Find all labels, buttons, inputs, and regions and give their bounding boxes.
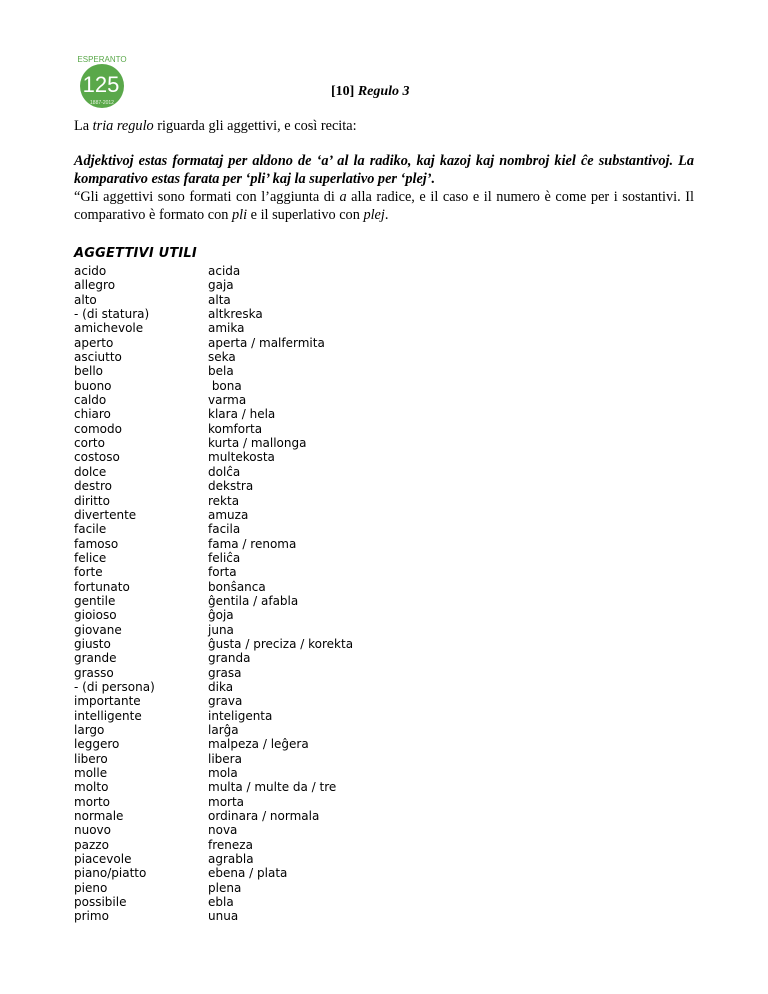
vocab-esperanto: freneza <box>208 837 253 852</box>
vocab-italian: molto <box>74 780 109 795</box>
vocab-esperanto: seka <box>208 350 236 365</box>
vocab-italian: pazzo <box>74 837 109 852</box>
vocab-esperanto: bona <box>208 378 242 393</box>
logo-word: ESPERANTO <box>77 55 127 64</box>
vocab-italian: corto <box>74 436 105 451</box>
vocab-italian: fortunato <box>74 579 130 594</box>
vocab-italian: aperto <box>74 335 114 350</box>
vocab-esperanto: inteligenta <box>208 708 273 723</box>
vocab-italian: normale <box>74 809 124 824</box>
vocab-italian: destro <box>74 479 112 494</box>
logo-number: 125 <box>82 72 120 97</box>
vocab-esperanto: amika <box>208 321 245 336</box>
rule-italian-plej: plej <box>363 207 385 223</box>
vocab-esperanto: grasa <box>208 665 242 680</box>
vocab-esperanto: kurta / mallonga <box>208 436 307 451</box>
vocab-italian: chiaro <box>74 407 111 422</box>
vocab-italian: giusto <box>74 636 111 651</box>
vocab-italian: grande <box>74 651 117 666</box>
rule-italian-part-4: . <box>384 207 389 223</box>
vocab-italian: dolce <box>74 464 107 479</box>
vocab-italian: intelligente <box>74 708 142 723</box>
vocab-italian: molle <box>74 766 108 781</box>
vocab-italian: comodo <box>74 421 122 436</box>
vocab-esperanto: feliĉa <box>208 550 241 565</box>
vocab-italian: morto <box>74 794 111 809</box>
vocab-esperanto: ĝentila / afabla <box>208 593 299 608</box>
vocab-esperanto: klara / hela <box>208 407 276 422</box>
vocab-italian: largo <box>74 723 105 737</box>
rule-italian-part-1: “Gli aggettivi sono formati con l’aggiunta di <box>74 189 340 205</box>
vocab-esperanto: rekta <box>208 493 240 508</box>
vocab-esperanto: forta <box>208 565 237 580</box>
vocab-italian: pieno <box>74 880 108 895</box>
vocab-italian: felice <box>74 550 107 565</box>
vocab-italian: costoso <box>74 450 120 465</box>
page-heading <box>331 84 410 100</box>
vocab-esperanto: fama / renoma <box>208 536 297 551</box>
rule-italian-pli: pli <box>232 207 248 223</box>
vocab-italian: grasso <box>74 665 114 680</box>
vocab-esperanto: alta <box>208 292 231 307</box>
heading-number: [10] <box>331 84 355 99</box>
vocab-italian: asciutto <box>74 350 122 365</box>
vocab-italian: forte <box>74 565 103 580</box>
rule-italian-a: a <box>339 189 347 205</box>
vocab-esperanto: aperta / malfermita <box>208 335 325 350</box>
vocab-esperanto: agrabla <box>208 852 254 867</box>
vocab-esperanto: malpeza / leĝera <box>208 737 309 752</box>
vocab-esperanto: unua <box>208 909 239 924</box>
vocab-esperanto: plena <box>208 880 242 895</box>
intro-text-before: La <box>74 118 93 134</box>
vocab-esperanto: libera <box>208 751 242 766</box>
vocab-esperanto: bonŝanca <box>208 579 266 594</box>
vocab-esperanto: komforta <box>208 421 263 436</box>
vocab-esperanto: larĝa <box>208 723 239 737</box>
vocab-italian: bello <box>74 364 104 379</box>
vocab-italian: alto <box>74 292 97 307</box>
vocab-italian: divertente <box>74 507 137 522</box>
rule-italian-part-3: e il superlativo con <box>247 207 364 223</box>
vocab-esperanto: multekosta <box>208 450 275 465</box>
vocab-italian: - (di persona) <box>74 679 155 694</box>
vocab-italian: buono <box>74 378 112 393</box>
vocab-esperanto: gaja <box>208 278 234 293</box>
vocab-italian: famoso <box>74 536 119 551</box>
logo-years: 1887-2012 <box>90 100 114 106</box>
heading-title: Regulo 3 <box>357 84 410 99</box>
vocab-esperanto: ordinara / normala <box>208 809 320 824</box>
vocab-italian: piacevole <box>74 852 132 867</box>
vocab-esperanto: varma <box>208 393 247 408</box>
vocab-italian: gentile <box>74 593 116 608</box>
vocab-esperanto: mola <box>208 766 238 781</box>
vocab-italian: piano/piatto <box>74 866 147 881</box>
vocab-italian: leggero <box>74 737 120 752</box>
rule-italian-part-2: alla radice, e il caso e il numero è come per i sostantivi. Il comparativo è formato con <box>74 189 694 223</box>
vocab-esperanto: grava <box>208 694 243 709</box>
vocab-italian: facile <box>74 522 107 537</box>
vocab-esperanto: altkreska <box>208 307 263 322</box>
vocab-esperanto: ebla <box>208 895 234 910</box>
vocab-esperanto: ĝoja <box>208 608 234 623</box>
esperanto-125-logo <box>74 52 130 110</box>
rule-italian <box>74 188 694 224</box>
vocab-italian: allegro <box>74 278 116 293</box>
intro-paragraph <box>74 118 357 135</box>
vocab-esperanto: facila <box>208 522 241 537</box>
vocab-italian: importante <box>74 694 141 709</box>
rule-esperanto: Adjektivoj estas formataj per aldono de ‘a’ al la radiko, kaj kazoj kaj nombroj kiel ĉe substantivoj. La komparativo estas farata per ‘pli’ kaj la superlativo per ‘plej’. <box>74 153 694 187</box>
vocab-esperanto: bela <box>208 364 234 379</box>
vocab-esperanto: juna <box>208 622 234 637</box>
vocab-italian: primo <box>74 909 109 924</box>
intro-italic: tria regulo <box>92 118 154 134</box>
intro-text-after: riguarda gli aggettivi, e così recita: <box>153 118 357 134</box>
vocab-esperanto: dolĉa <box>208 464 241 479</box>
vocab-italian: gioioso <box>74 608 117 623</box>
vocab-esperanto: ebena / plata <box>208 866 288 881</box>
vocab-italian: amichevole <box>74 321 144 336</box>
vocab-italian: nuovo <box>74 823 111 838</box>
vocab-esperanto: acida <box>208 264 241 278</box>
vocab-italian: libero <box>74 751 108 766</box>
vocab-italian: - (di statura) <box>74 307 150 322</box>
section-title: AGGETTIVI UTILI <box>74 246 197 261</box>
vocab-esperanto: nova <box>208 823 238 838</box>
vocab-esperanto: granda <box>208 651 251 666</box>
vocab-esperanto: dika <box>208 679 234 694</box>
vocab-italian: giovane <box>74 622 122 637</box>
vocab-esperanto: dekstra <box>208 479 254 494</box>
vocab-esperanto: ĝusta / preciza / korekta <box>208 636 354 651</box>
vocab-italian: acido <box>74 264 107 278</box>
vocab-italian: possibile <box>74 895 127 910</box>
vocab-esperanto: multa / multe da / tre <box>208 780 337 795</box>
vocab-italian: diritto <box>74 493 110 508</box>
vocab-esperanto: amuza <box>208 507 249 522</box>
vocab-esperanto: morta <box>208 794 245 809</box>
vocab-italian: caldo <box>74 393 107 408</box>
